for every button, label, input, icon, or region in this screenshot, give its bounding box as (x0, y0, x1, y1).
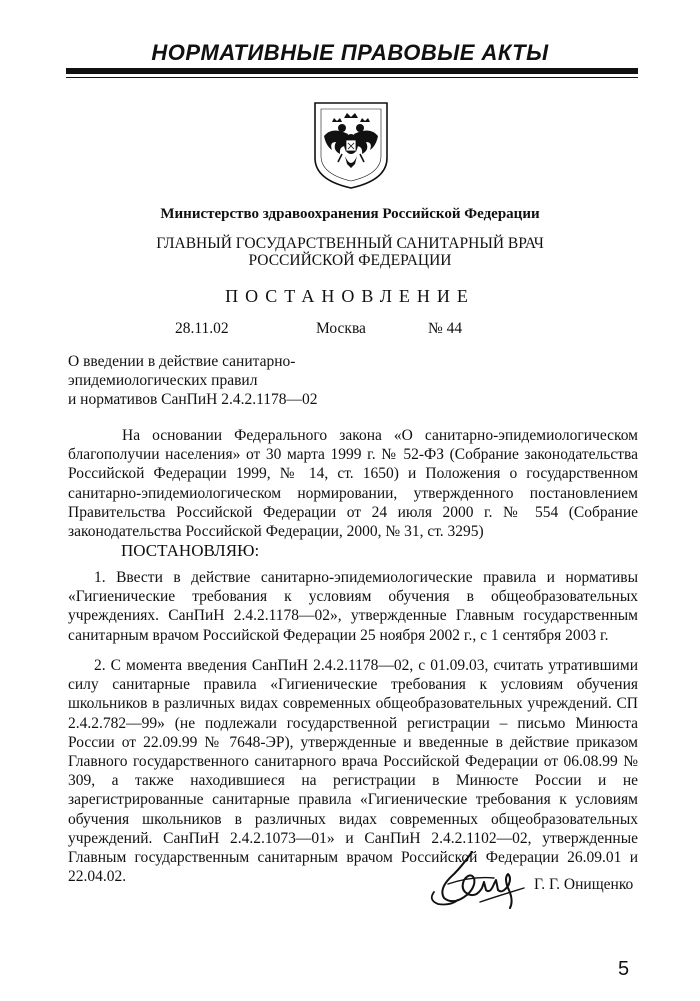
document-date: 28.11.02 (175, 320, 229, 337)
header-rule-thin (66, 77, 638, 78)
subject-line-3: и нормативов СанПиН 2.4.2.1178—02 (68, 391, 318, 408)
header-rule-thick (66, 68, 638, 74)
ministry-name: Министерство здравоохранения Российской Федерации (160, 206, 540, 222)
handwritten-signature (424, 848, 534, 916)
issuer-title (0, 235, 700, 269)
issuer-title-line-1: ГЛАВНЫЙ ГОСУДАРСТВЕННЫЙ САНИТАРНЫЙ ВРАЧ (156, 235, 544, 252)
russian-coat-of-arms-icon (312, 100, 390, 190)
legal-basis-paragraph: На основании Федерального закона «О санитарно-эпидемиологическом благополучии населения» от 30 марта 1999 г. № 52-ФЗ (Собрание законодательства Российской Федерации 1999, № 14, ст. 1650) и Положения о государственном санитарно-эпидемиологическом нормировании, утвержденного постановлением Правительства Российской Федерации от 24 июля 2000 г. № 554 (Собрание законодательства Российской Федерации, 2000, № 31, ст. 3295) (68, 427, 638, 541)
decree-item-2: 2. С момента введения СанПиН 2.4.2.1178—02, с 01.09.03, считать утратившими силу санитарные правила «Гигиенические требования к условиям обучения школьников в различных видах современных общеобразовательных учреждений. СП 2.4.2.782—99» (не подлежали государственной регистрации – письмо Минюста России от 22.09.99 № 7648-ЭР), утвержденные и введенные в действие приказом Главного государственного санитарного врача Российской Федерации от 06.08.99 № 309, а также находившиеся на регистрации в Минюсте России и не зарегистрированные санитарные правила «Гигиенические требования к условиям обучения школьников в различных видах современных общеобразовательных учреждений. СанПиН 2.4.2.1073—01» и СанПиН 2.4.2.1102—02, утвержденные Главным государственным санитарным врачом Российской Федерации 26.09.01 и 22.04.02. (68, 657, 638, 886)
subject-line-1: О введении в действие санитарно- (68, 353, 296, 370)
decree-heading: ПОСТАНОВЛЯЮ: (121, 541, 260, 560)
signer-name: Г. Г. Онищенко (534, 876, 634, 893)
section-title: НОРМАТИВНЫЕ ПРАВОВЫЕ АКТЫ (151, 40, 549, 65)
issuer-title-line-2: РОССИЙСКОЙ ФЕДЕРАЦИИ (248, 252, 452, 269)
document-city: Москва (316, 320, 366, 337)
decree-item-1: 1. Ввести в действие санитарно-эпидемиологические правила и нормативы «Гигиенические требования к условиям обучения в общеобразовательных учреждениях. СанПиН 2.4.2.1178—02», утвержденные Главным государственным санитарным врачом Российской Федерации 25 ноября 2002 г., с 1 сентября 2003 г. (68, 569, 638, 644)
page-number: 5 (618, 958, 630, 980)
document-subject (68, 352, 358, 409)
document-number: № 44 (428, 320, 463, 337)
document-type: ПОСТАНОВЛЕНИЕ (225, 286, 475, 306)
subject-line-2: эпидемиологических правил (68, 372, 258, 389)
